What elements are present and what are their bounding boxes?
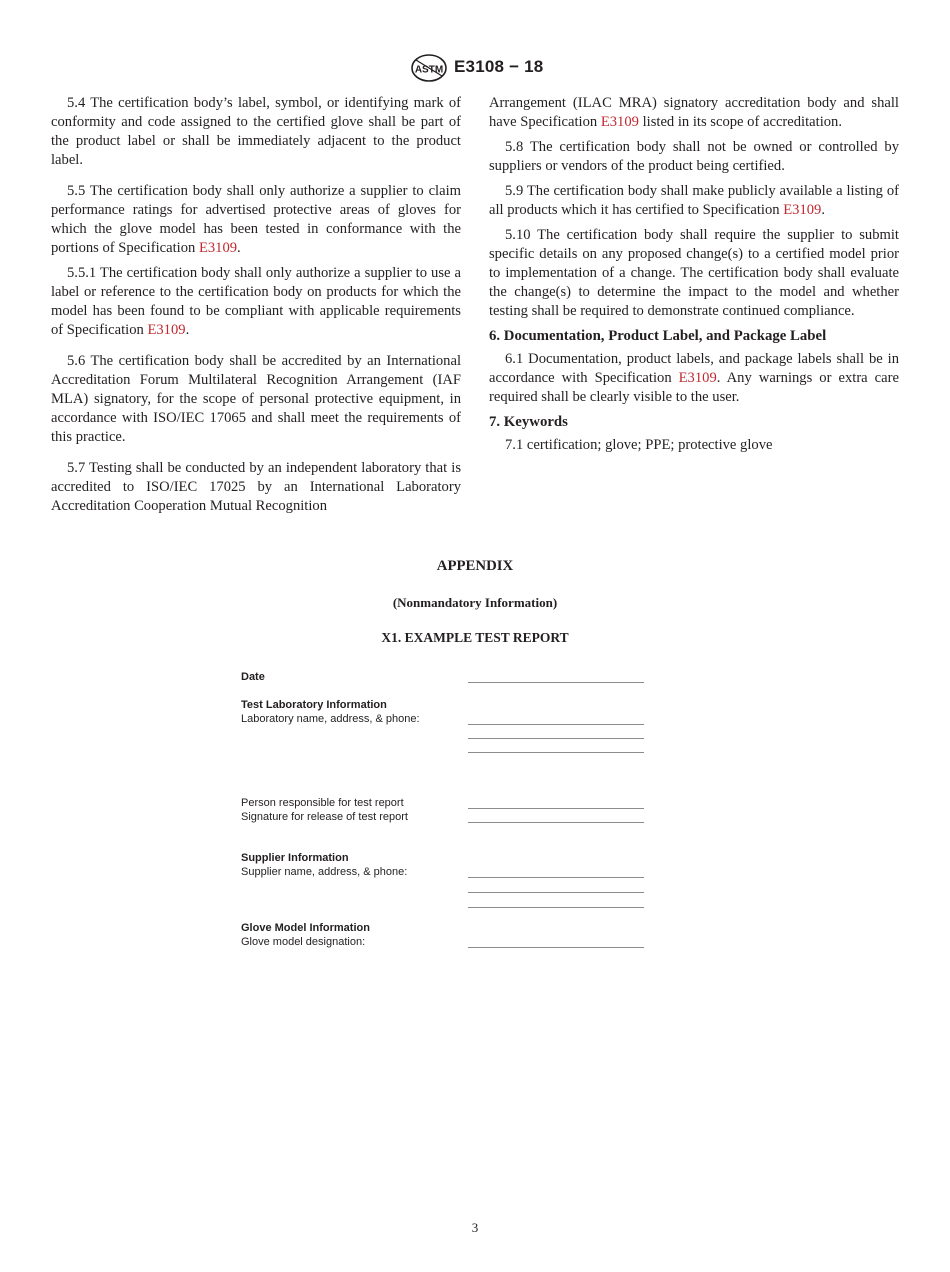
- glove-model-heading: Glove Model Information: [241, 922, 370, 934]
- supplier-name-field-line: [468, 877, 644, 878]
- paragraph-5-10: 5.10 The certification body shall require the supplier to submit specific details on any proposed change(s) to a certified model prior to implementation of a change. The certification body shall evaluate the change(s) to determine the impact to the model and whether testing shall be required to demonstrate continued compliance.: [489, 227, 899, 319]
- e3109-link[interactable]: E3109: [600, 114, 639, 130]
- date-label: Date: [241, 671, 265, 683]
- form-row-glove-heading: [241, 922, 651, 936]
- paragraph-5-5-1: 5.5.1 The certification body shall only authorize a supplier to use a label or reference to the certification body on products for which the model has been found to be compliant with applicable requirements of Specification E3109.: [51, 265, 461, 338]
- document-designation: E3108 − 18: [454, 57, 544, 76]
- form-row-signature: [241, 811, 651, 825]
- form-row-supplier-name: [241, 866, 651, 880]
- form-row-glove-designation: [241, 936, 651, 950]
- form-row-date: [241, 671, 651, 685]
- person-responsible-label: Person responsible for test report: [241, 797, 404, 809]
- right-column: [489, 94, 899, 461]
- paragraph-6-1: 6.1 Documentation, product labels, and package labels shall be in accordance with Specification E3109. Any warnings or extra care required shall be clearly visible to the user.: [489, 351, 899, 405]
- left-column: [51, 94, 461, 522]
- paragraph-5-9: 5.9 The certification body shall make publicly available a listing of all products which it has certified to Specification E3109.: [489, 183, 899, 218]
- form-row-supplier-line-3: [241, 896, 651, 910]
- form-row-lab-heading: [241, 699, 651, 713]
- paragraph-5-6: 5.6 The certification body shall be accredited by an International Accreditation Forum Multilateral Recognition Arrangement (IAF MLA) signatory, for the scope of personal protective equipment, in accordance with ISO/IEC 17065 and shall meet the requirements of this practice.: [51, 353, 461, 445]
- signature-label: Signature for release of test report: [241, 811, 408, 823]
- page-header: [0, 54, 950, 84]
- e3109-link[interactable]: E3109: [783, 202, 822, 218]
- page-number: 3: [471, 1220, 479, 1235]
- paragraph-5-5: 5.5 The certification body shall only authorize a supplier to claim performance ratings for advertised protective areas of gloves for which the glove model has been tested in conformance with the portions of Specification E3109.: [51, 183, 461, 256]
- form-row-lab-line-3: [241, 741, 651, 755]
- glove-designation-label: Glove model designation:: [241, 936, 366, 948]
- form-row-lab-name: [241, 713, 651, 727]
- e3109-link[interactable]: E3109: [678, 370, 717, 386]
- form-row-person: [241, 797, 651, 811]
- lab-phone-field-line: [468, 752, 644, 753]
- form-row-supplier-heading: [241, 852, 651, 866]
- paragraph-7-1: 7.1 certification; glove; PPE; protective glove: [505, 437, 773, 453]
- paragraph-5-7: 5.7 Testing shall be conducted by an independent laboratory that is accredited to ISO/IEC 17025 by an International Laboratory Accreditation Cooperation Mutual Recognition: [51, 460, 461, 514]
- e3109-link[interactable]: E3109: [198, 240, 238, 256]
- lab-info-heading: Test Laboratory Information: [241, 699, 387, 711]
- logo-text: ASTM: [414, 64, 444, 76]
- paragraph-5-4: 5.4 The certification body’s label, symbol, or identifying mark of conformity and code assigned to the certified glove shall be part of the product label or shall be immediately adjacent to the product label.: [51, 95, 461, 168]
- supplier-phone-field-line: [468, 907, 644, 908]
- supplier-address-field-line: [468, 892, 644, 893]
- e3109-link[interactable]: E3109: [147, 322, 186, 338]
- appendix-title: APPENDIX: [436, 558, 514, 574]
- astm-logo-icon: [410, 54, 448, 82]
- person-responsible-field-line: [468, 808, 644, 809]
- lab-name-field-line: [468, 724, 644, 725]
- appendix-subtitle: (Nonmandatory Information): [392, 595, 558, 610]
- lab-address-field-line: [468, 738, 644, 739]
- supplier-name-label: Supplier name, address, & phone:: [241, 866, 408, 878]
- paragraph-5-7-continued: Arrangement (ILAC MRA) signatory accreditation body and shall have Specification E3109 listed in its scope of accreditation.: [489, 95, 899, 130]
- section-6-heading: 6. Documentation, Product Label, and Package Label: [489, 328, 827, 344]
- appendix-section-title: X1. EXAMPLE TEST REPORT: [381, 630, 569, 645]
- section-7-heading: 7. Keywords: [489, 414, 568, 430]
- glove-designation-field-line: [468, 947, 644, 948]
- signature-field-line: [468, 822, 644, 823]
- date-field-line: [468, 682, 644, 683]
- form-row-supplier-line-2: [241, 881, 651, 895]
- form-row-lab-line-2: [241, 727, 651, 741]
- lab-name-label: Laboratory name, address, & phone:: [241, 713, 420, 725]
- paragraph-5-8: 5.8 The certification body shall not be owned or controlled by suppliers or vendors of the product being certified.: [489, 139, 899, 174]
- supplier-info-heading: Supplier Information: [241, 852, 349, 864]
